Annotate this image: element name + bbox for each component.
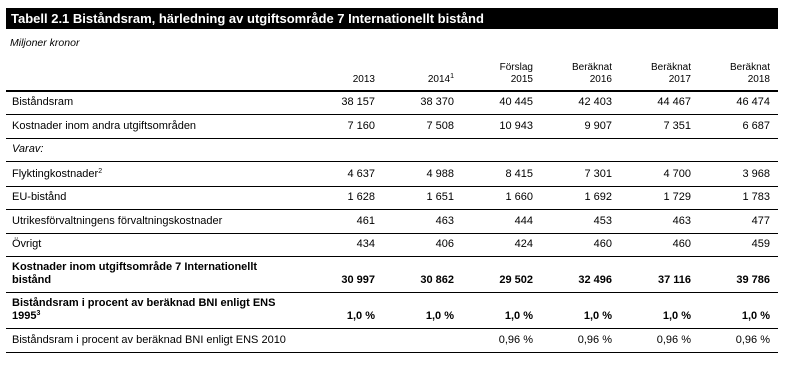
table-cell: 459: [751, 237, 770, 250]
table-cell: [620, 138, 699, 161]
table-cell: [462, 138, 541, 161]
table-cell: 0,96 %: [656, 333, 691, 346]
table-row: [6, 138, 778, 161]
row-label: Utrikesförvaltningens förvaltningskostnader: [12, 214, 223, 227]
table-cell: 1 729: [663, 190, 691, 203]
table-row: [6, 91, 778, 114]
unit-label: Miljoner kronor: [10, 37, 80, 49]
row-label: EU-bistånd: [12, 190, 67, 203]
table-cell: 29 502: [499, 273, 533, 286]
row-label: Kostnader inom utgiftsområde 7 Internationellt bistånd: [12, 260, 258, 286]
table-cell: [304, 138, 383, 161]
table-cell: 9 907: [584, 119, 612, 132]
table-cell: 0,96 %: [577, 333, 612, 346]
table-cell: 0,96 %: [735, 333, 770, 346]
row-label: Biståndsram: [12, 95, 74, 108]
table-row: [6, 186, 778, 209]
table-cell: 40 445: [499, 95, 533, 108]
footnote-marker: 2: [98, 167, 103, 175]
column-header-year: 2017: [668, 74, 691, 85]
table-cell: 7 160: [347, 119, 375, 132]
column-header: [541, 52, 620, 91]
table-cell: 10 943: [499, 119, 533, 132]
table-cell: 7 508: [426, 119, 454, 132]
table-cell: 444: [514, 214, 533, 227]
table-row: [6, 233, 778, 256]
table-row: [6, 161, 778, 186]
table-cell: 7 351: [663, 119, 691, 132]
table-cell: 406: [435, 237, 454, 250]
column-header-year: 2016: [589, 74, 612, 85]
header-label-cell: [6, 52, 304, 91]
table-cell: [541, 138, 620, 161]
table-cell: 463: [672, 214, 691, 227]
table-cell: 44 467: [657, 95, 691, 108]
row-label: Flyktingkostnader$^2$: [12, 167, 103, 180]
table-cell: 30 862: [420, 273, 454, 286]
table-cell: 1 628: [347, 190, 375, 203]
table-cell: 42 403: [578, 95, 612, 108]
table-cell: 477: [751, 214, 770, 227]
footnote-marker: 3: [36, 309, 41, 317]
table-cell: [304, 328, 383, 352]
table-cell: 1,0 %: [425, 309, 454, 322]
table-cell: 1,0 %: [662, 309, 691, 322]
table-cell: 1,0 %: [346, 309, 375, 322]
row-label: Kostnader inom andra utgiftsområden: [12, 119, 197, 132]
table-cell: 460: [593, 237, 612, 250]
table-cell: 7 301: [584, 167, 612, 180]
table-cell: 460: [672, 237, 691, 250]
table-cell: [383, 328, 462, 352]
footnote-marker: 1: [450, 73, 454, 80]
table-cell: 1,0 %: [741, 309, 770, 322]
table-row: [6, 114, 778, 138]
column-header: [304, 52, 383, 91]
table-cell: 424: [514, 237, 533, 250]
table-title: Tabell 2.1 Biståndsram, härledning av utgiftsområde 7 Internationellt bistånd: [6, 8, 778, 29]
table-row: [6, 328, 778, 352]
table-cell: 8 415: [505, 167, 533, 180]
table-cell: 0,96 %: [498, 333, 533, 346]
column-header-year: 2018: [747, 74, 770, 85]
column-header-year: 2014: [427, 74, 451, 85]
table-row: [6, 256, 778, 292]
column-header-year: 2015: [510, 74, 533, 85]
table-cell: 4 700: [663, 167, 691, 180]
column-header: [699, 52, 778, 91]
column-header-line1: Förslag: [499, 62, 533, 73]
table-cell: 3 968: [742, 167, 770, 180]
table-cell: 46 474: [736, 95, 770, 108]
row-label: Biståndsram i procent av beräknad BNI enligt ENS 1995$^3$: [12, 296, 276, 322]
column-header: [620, 52, 699, 91]
row-label: Övrigt: [12, 237, 42, 250]
table-cell: 32 496: [578, 273, 612, 286]
data-table: [6, 52, 778, 353]
table-cell: 463: [435, 214, 454, 227]
table-cell: 37 116: [657, 273, 691, 286]
table-cell: 434: [356, 237, 375, 250]
table-cell: 1 783: [742, 190, 770, 203]
table-row: [6, 209, 778, 233]
table-cell: 30 997: [341, 273, 375, 286]
column-header-line1: Beräknat: [729, 62, 770, 73]
table-cell: 1 660: [505, 190, 533, 203]
column-header-line1: Beräknat: [650, 62, 691, 73]
table-cell: [383, 138, 462, 161]
table-cell: 1,0 %: [504, 309, 533, 322]
table-row: [6, 292, 778, 328]
table-cell: 1,0 %: [583, 309, 612, 322]
column-header: [462, 52, 541, 91]
column-header-year: 2013: [352, 74, 375, 85]
table-cell: 6 687: [742, 119, 770, 132]
table-cell: 453: [593, 214, 612, 227]
table-cell: 38 370: [420, 95, 454, 108]
column-header: [383, 52, 462, 91]
table-cell: 1 692: [584, 190, 612, 203]
table-cell: 39 786: [736, 273, 770, 286]
table-cell: 4 637: [347, 167, 375, 180]
table-cell: 4 988: [426, 167, 454, 180]
header-row: [6, 52, 778, 91]
row-label: Varav:: [12, 142, 44, 155]
table-cell: 38 157: [341, 95, 375, 108]
table-cell: 1 651: [426, 190, 454, 203]
table-cell: 461: [356, 214, 375, 227]
row-label: Biståndsram i procent av beräknad BNI enligt ENS 2010: [12, 333, 286, 346]
column-header-line1: Beräknat: [571, 62, 612, 73]
table-cell: [699, 138, 778, 161]
